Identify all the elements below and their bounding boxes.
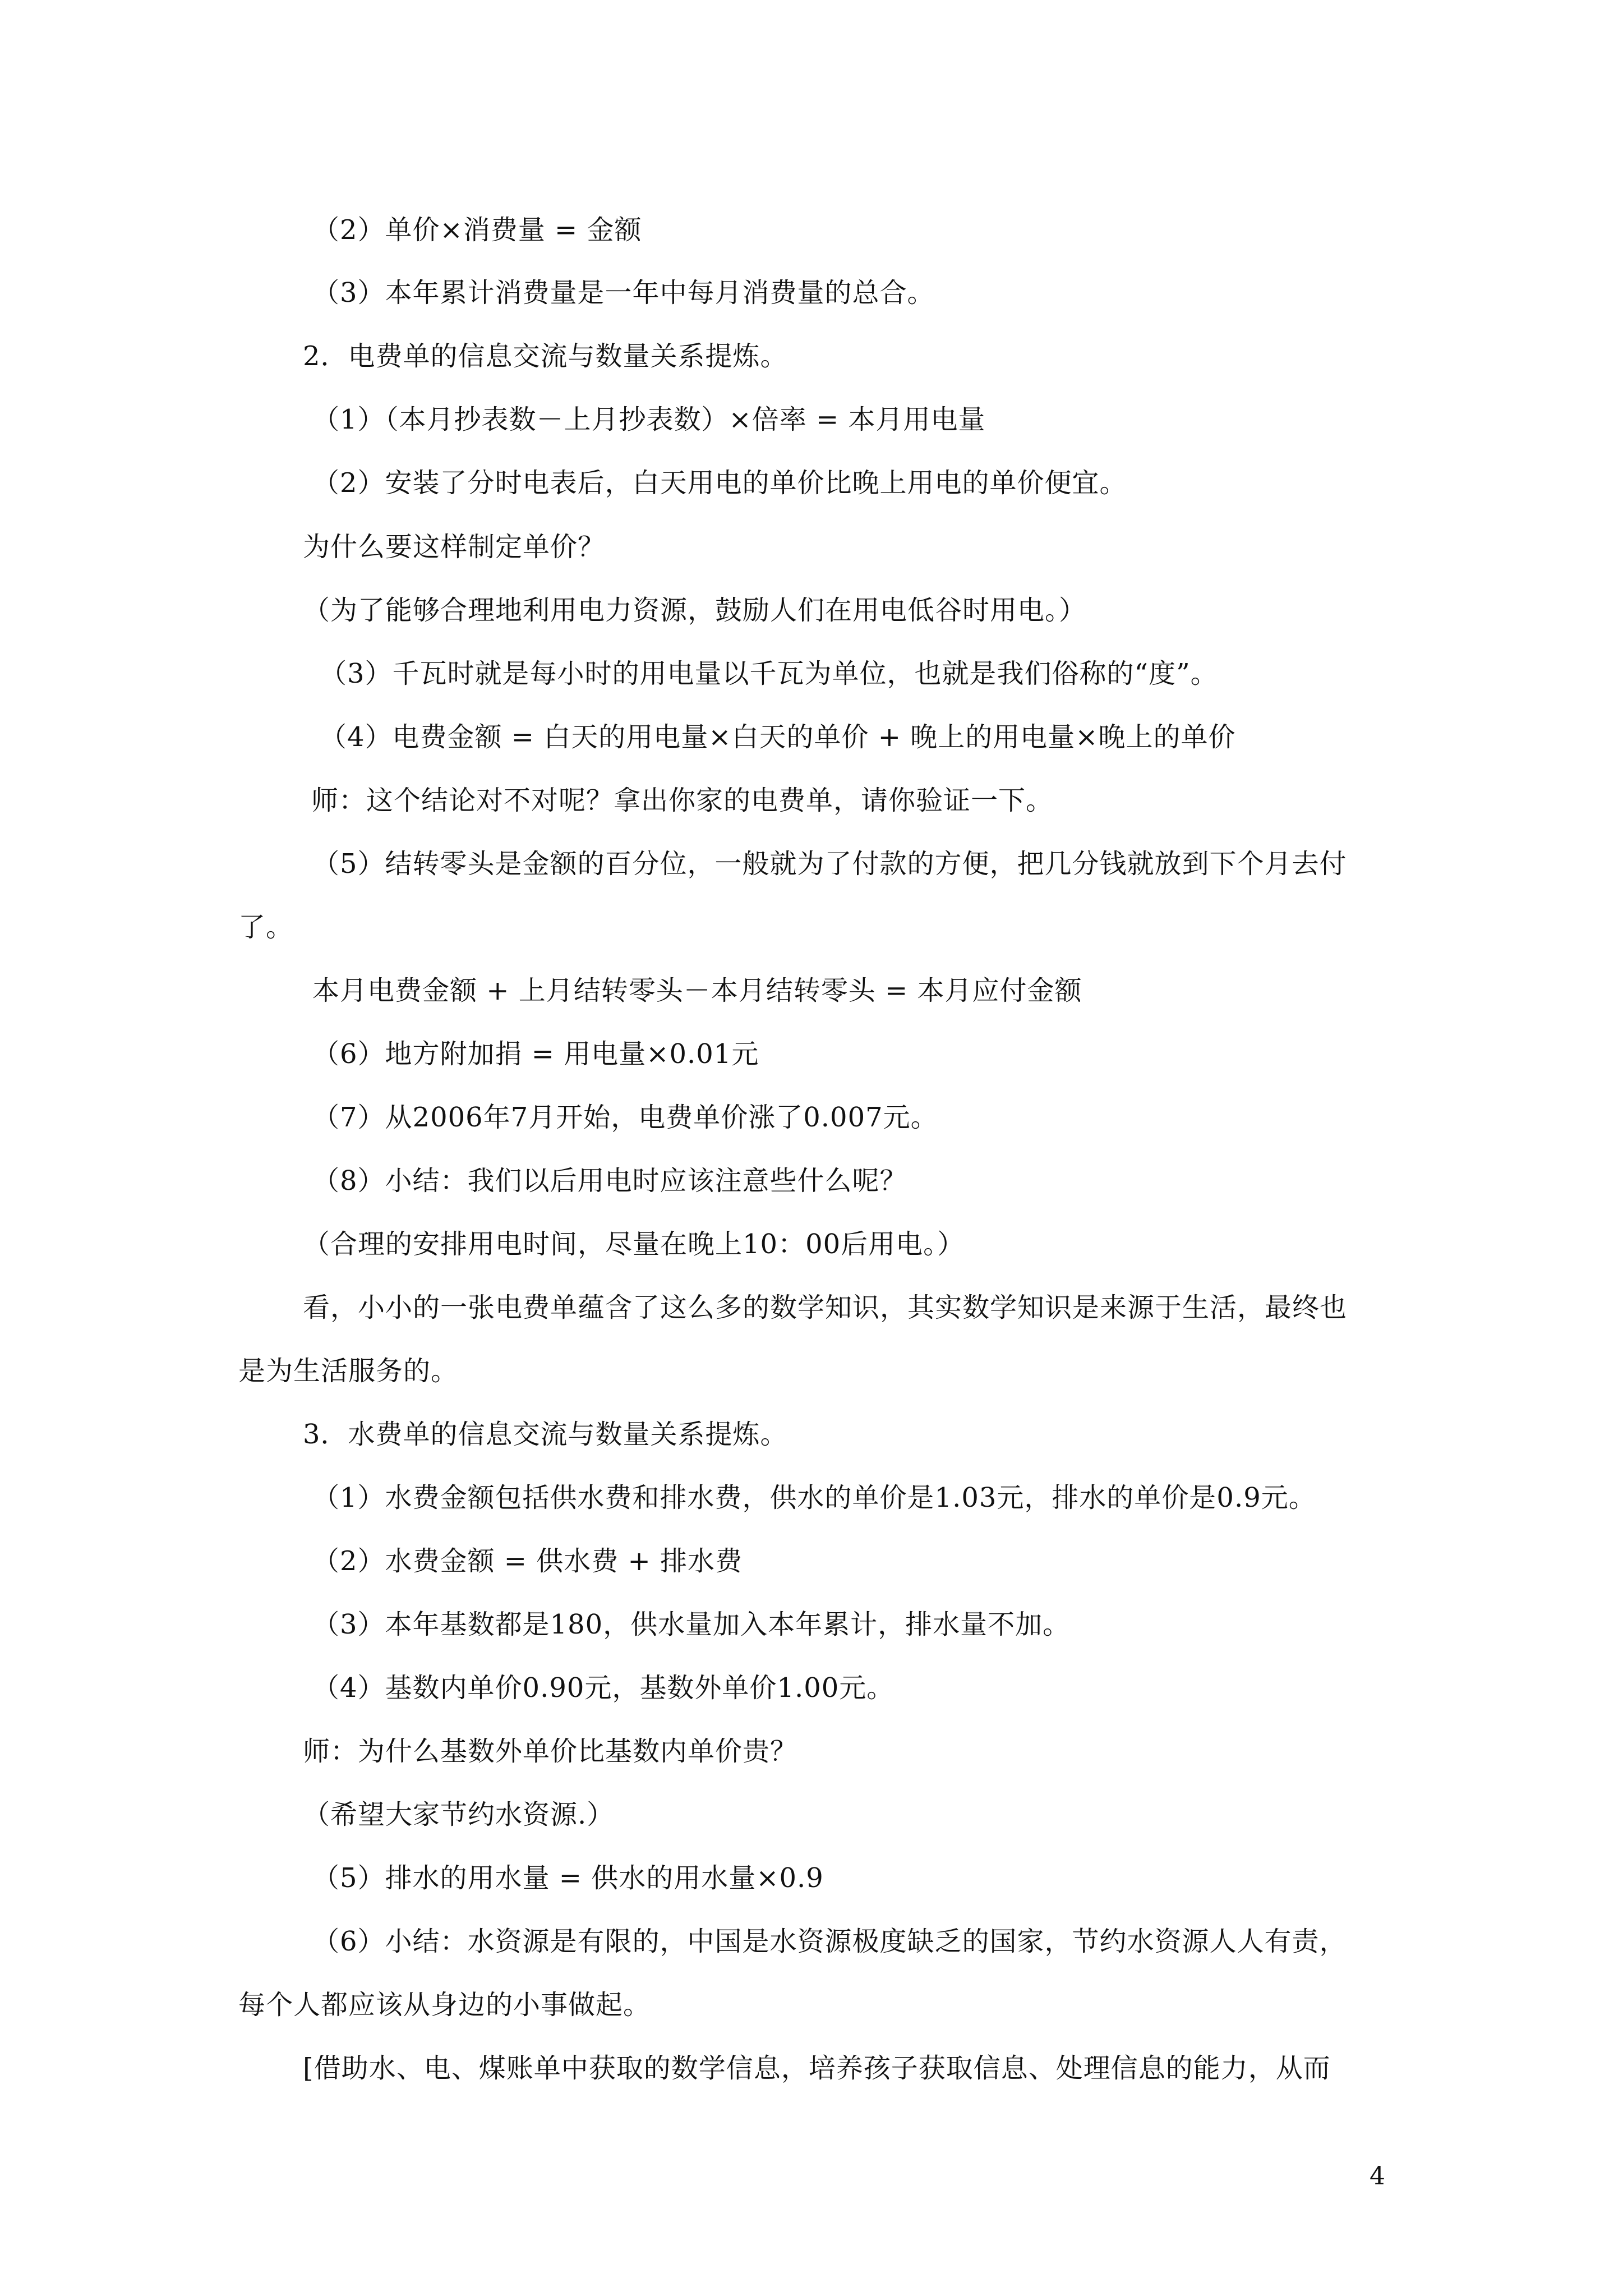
text-line: 2．电费单的信息交流与数量关系提炼。	[303, 341, 788, 372]
text-line: （5）排水的用水量 = 供水的用水量×0.9	[312, 1862, 824, 1894]
text-line: （3）本年累计消费量是一年中每月消费量的总合。	[312, 277, 935, 309]
text-line: （3）本年基数都是180，供水量加入本年累计，排水量不加。	[312, 1609, 1071, 1640]
text-line: [借助水、电、煤账单中获取的数学信息，培养孩子获取信息、处理信息的能力，从而	[303, 2053, 1331, 2084]
text-line: （4）基数内单价0.90元，基数外单价1.00元。	[312, 1672, 895, 1704]
text-line: （6）小结：水资源是有限的，中国是水资源极度缺乏的国家，节约水资源人人有责，	[312, 1926, 1347, 1957]
text-line: （2）水费金额 = 供水费 + 排水费	[312, 1545, 743, 1577]
text-line: （4）电费金额 = 白天的用电量×白天的单价 + 晚上的用电量×晚上的单价	[320, 721, 1236, 753]
text-line: （8）小结：我们以后用电时应该注意些什么呢？	[312, 1165, 907, 1197]
text-line: （7）从2006年7月开始，电费单价涨了0.007元。	[312, 1102, 938, 1133]
text-line: （2）安装了分时电表后，白天用电的单价比晚上用电的单价便宜。	[312, 467, 1127, 499]
text-line: （1）水费金额包括供水费和排水费，供水的单价是1.03元，排水的单价是0.9元。	[312, 1482, 1316, 1513]
text-line: （5）结转零头是金额的百分位，一般就为了付款的方便，把几分钱就放到下个月去付	[312, 848, 1347, 880]
text-line: 看，小小的一张电费单蕴含了这么多的数学知识，其实数学知识是来源于生活，最终也	[303, 1292, 1348, 1323]
text-line: （为了能够合理地利用电力资源，鼓励人们在用电低谷时用电。）	[303, 595, 1087, 626]
text-line: 师：为什么基数外单价比基数内单价贵？	[303, 1736, 798, 1767]
text-line: 师：这个结论对不对呢？拿出你家的电费单，请你验证一下。	[311, 785, 1054, 816]
text-line: （希望大家节约水资源.）	[303, 1799, 615, 1830]
text-line: 是为生活服务的。	[238, 1355, 459, 1387]
text-line: （6）地方附加捐 = 用电量×0.01元	[312, 1038, 759, 1070]
text-line: （2）单价×消费量 = 金额	[312, 214, 642, 246]
text-line: （3）千瓦时就是每小时的用电量以千瓦为单位，也就是我们俗称的“度”。	[320, 658, 1218, 689]
text-line: 为什么要这样制定单价？	[303, 531, 606, 563]
text-line: 了。	[238, 912, 294, 943]
text-line: （合理的安排用电时间，尽量在晚上10：00后用电。）	[303, 1228, 965, 1260]
text-line: 本月电费金额 + 上月结转零头－本月结转零头 = 本月应付金额	[312, 975, 1082, 1006]
page-number: 4	[1370, 2162, 1385, 2191]
text-line: 每个人都应该从身边的小事做起。	[238, 1989, 651, 2021]
text-line: 3．水费单的信息交流与数量关系提炼。	[303, 1419, 788, 1450]
text-line: （1）（本月抄表数－上月抄表数）×倍率 = 本月用电量	[312, 404, 986, 435]
